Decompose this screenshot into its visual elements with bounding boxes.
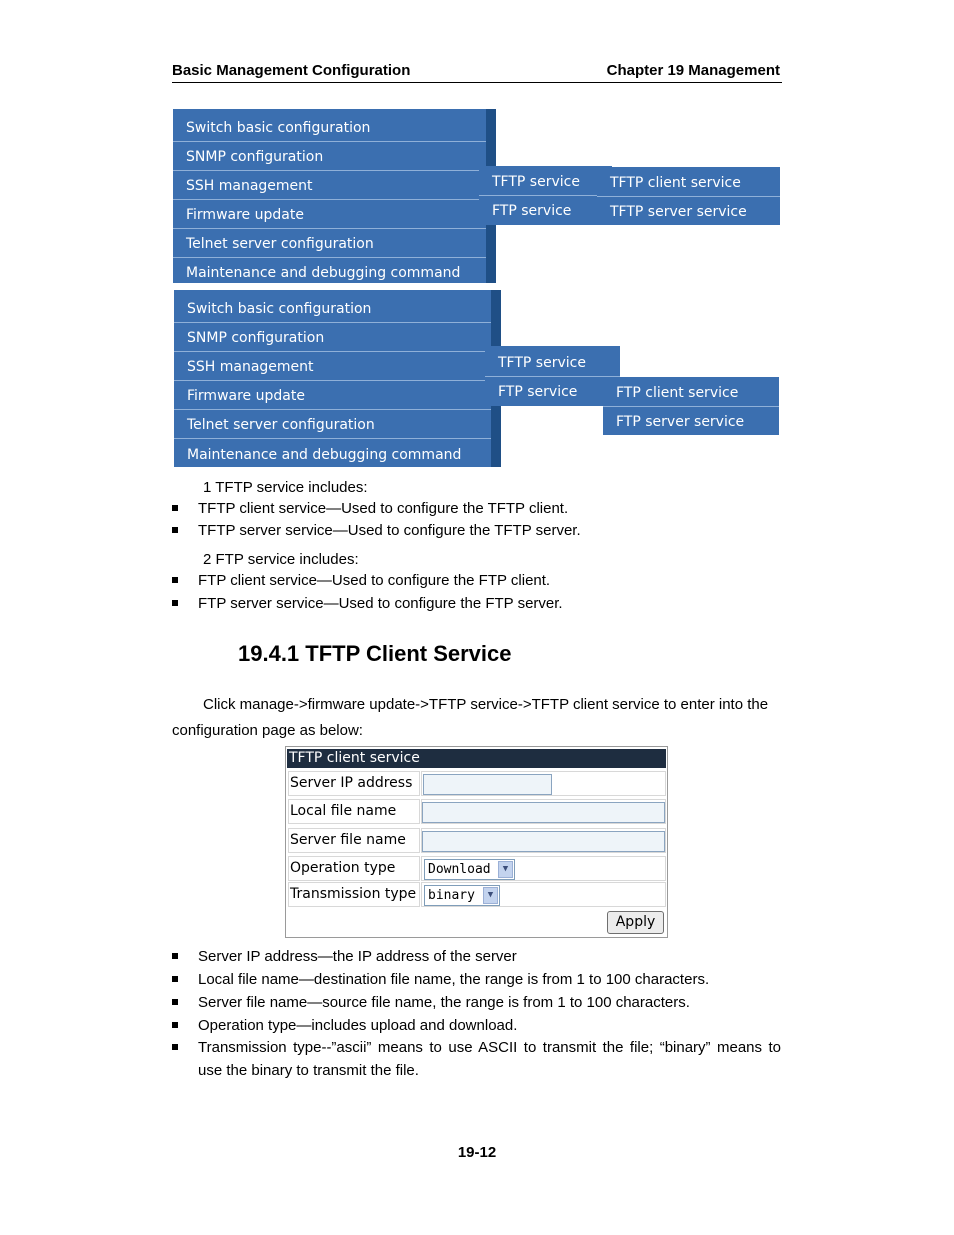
local-file-input[interactable] <box>422 802 665 823</box>
bullet-marker <box>172 527 178 533</box>
menu-bottom-subsubmenu <box>603 377 779 435</box>
menu-top-item-snmp[interactable]: SNMP configuration <box>173 143 486 171</box>
field-bullet-server-ip: Server IP address—the IP address of the server <box>198 948 517 965</box>
menu-bottom-main <box>174 290 491 467</box>
transmission-type-select[interactable] <box>424 885 500 906</box>
field-bullet-local-file: Local file name—destination file name, the range is from 1 to 100 characters. <box>198 971 710 988</box>
operation-type-cell <box>421 856 666 881</box>
menu-top-item-telnet[interactable]: Telnet server configuration <box>173 230 486 258</box>
form-row-transmission-type <box>287 881 666 908</box>
menu-bottom-sub-ftp[interactable]: FTP service <box>498 384 578 400</box>
page-number: 19-12 <box>457 1144 497 1161</box>
local-file-cell <box>421 799 666 824</box>
bullet-marker <box>172 600 178 606</box>
field-bullet-transmission-type-cont: use the binary to transmit the file. <box>198 1062 419 1079</box>
chevron-down-icon: ▼ <box>498 861 513 878</box>
bullet-marker <box>172 999 178 1005</box>
menu-top-sub-ftp[interactable]: FTP service <box>492 203 572 219</box>
menu-top-item-firmware[interactable]: Firmware update <box>173 201 486 229</box>
menu-top-tftp-server[interactable]: TFTP server service <box>610 204 747 220</box>
menu-bottom-submenu <box>485 346 620 406</box>
form-row-operation-type <box>287 855 666 882</box>
server-ip-input[interactable] <box>423 774 552 795</box>
field-bullet-server-file: Server file name—source file name, the range is from 1 to 100 characters. <box>198 994 690 1011</box>
apply-button[interactable]: Apply <box>607 911 664 934</box>
bullet-marker <box>172 1044 178 1050</box>
transmission-type-cell <box>421 882 666 907</box>
ftp-intro: 2 FTP service includes: <box>203 551 359 568</box>
menu-bottom-ftp-client[interactable]: FTP client service <box>603 379 779 407</box>
server-ip-label: Server IP address <box>288 771 420 796</box>
local-file-label: Local file name <box>288 799 420 824</box>
section-heading: 19.4.1 TFTP Client Service <box>238 641 512 666</box>
menu-top-item-ssh[interactable]: SSH management <box>173 172 486 200</box>
tftp-client-form <box>285 746 668 938</box>
form-row-server-ip <box>287 770 666 797</box>
menu-bottom-item-switch-basic[interactable]: Switch basic configuration <box>174 295 491 323</box>
chevron-down-icon: ▼ <box>483 887 498 904</box>
field-bullet-transmission-type: Transmission type--”ascii” means to use ASCII to transmit the file; “binary” means to <box>198 1039 781 1056</box>
bullet-marker <box>172 953 178 959</box>
server-file-cell <box>421 828 666 853</box>
menu-bottom-ftp-server[interactable]: FTP server service <box>616 414 745 430</box>
ftp-bullet-client: FTP client service—Used to configure the FTP client. <box>198 572 551 589</box>
tftp-bullet-client: TFTP client service—Used to configure the TFTP client. <box>198 500 569 517</box>
header-right: Chapter 19 Management <box>606 62 780 79</box>
menu-bottom-item-ssh[interactable]: SSH management <box>174 353 491 381</box>
menu-bottom-item-firmware[interactable]: Firmware update <box>174 382 491 410</box>
bullet-marker <box>172 976 178 982</box>
paragraph-line-2: configuration page as below: <box>172 722 363 739</box>
menu-bottom-item-telnet[interactable]: Telnet server configuration <box>174 411 491 439</box>
tftp-bullet-server: TFTP server service—Used to configure the TFTP server. <box>198 522 581 539</box>
transmission-type-value: binary <box>428 888 475 903</box>
header-left: Basic Management Configuration <box>172 62 411 79</box>
operation-type-value: Download <box>428 862 491 877</box>
bullet-marker <box>172 1022 178 1028</box>
field-bullet-operation-type: Operation type—includes upload and download. <box>198 1017 518 1034</box>
tftp-intro: 1 TFTP service includes: <box>203 479 368 496</box>
menu-bottom-item-maintenance[interactable]: Maintenance and debugging command <box>187 447 462 463</box>
form-row-server-file <box>287 827 666 854</box>
menu-top-item-maintenance[interactable]: Maintenance and debugging command <box>186 265 461 281</box>
menu-top-item-switch-basic[interactable]: Switch basic configuration <box>173 114 486 142</box>
menu-top-submenu <box>479 166 612 225</box>
menu-bottom-item-snmp[interactable]: SNMP configuration <box>174 324 491 352</box>
server-ip-cell <box>421 771 666 796</box>
bullet-marker <box>172 577 178 583</box>
transmission-type-label: Transmission type <box>288 882 420 907</box>
bullet-marker <box>172 505 178 511</box>
form-title: TFTP client service <box>287 749 666 768</box>
menu-top-sub-tftp[interactable]: TFTP service <box>479 168 612 196</box>
menu-top-main <box>173 109 486 283</box>
server-file-input[interactable] <box>422 831 665 852</box>
ftp-bullet-server: FTP server service—Used to configure the FTP server. <box>198 595 563 612</box>
header-rule <box>172 82 782 83</box>
menu-bottom-sub-tftp[interactable]: TFTP service <box>485 349 620 377</box>
form-row-local-file <box>287 798 666 825</box>
operation-type-select[interactable] <box>424 859 515 880</box>
menu-top-tftp-client[interactable]: TFTP client service <box>597 169 780 197</box>
server-file-label: Server file name <box>288 828 420 853</box>
paragraph-line-1: Click manage->firmware update->TFTP service->TFTP client service to enter into the <box>203 696 769 713</box>
operation-type-label: Operation type <box>288 856 420 881</box>
menu-top-subsubmenu <box>597 167 780 225</box>
